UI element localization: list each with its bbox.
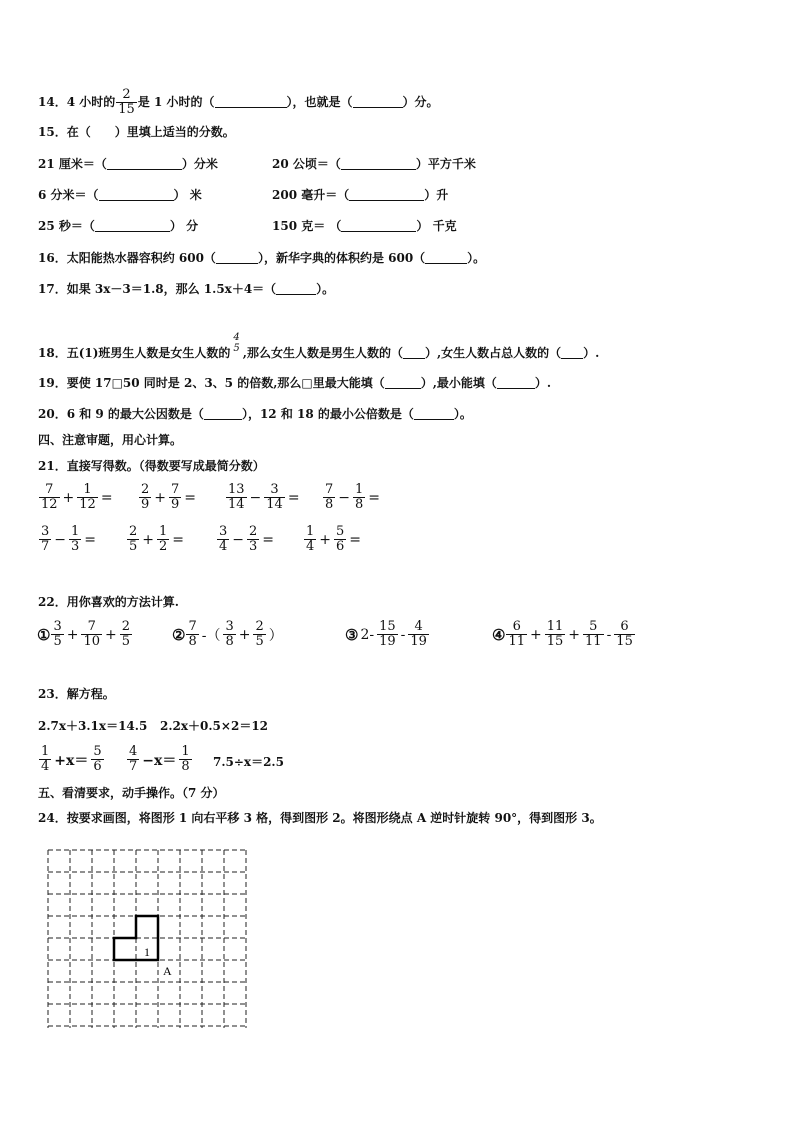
dashed-grid[interactable] xyxy=(45,848,251,1030)
q15-row3-b: 150 克＝ （ ） 千克 xyxy=(272,219,457,233)
figure-1-shape xyxy=(114,916,158,960)
section-5-heading: 五、看清要求，动手操作。（7 分） xyxy=(38,786,225,800)
answer-blank[interactable] xyxy=(276,281,316,295)
question-17: 17．如果 3x－3＝1.8，那么 1.5x＋4＝（ ）。 xyxy=(38,282,335,296)
q21-expr: $\frac{3}{4}$ − $\frac{2}{3}$ = xyxy=(219,524,275,554)
question-22-title: 22．用你喜欢的方法计算. xyxy=(38,595,179,609)
q22-item-3: ③ 2- $\frac{15}{19}$ - $\frac{4}{19}$ xyxy=(345,619,427,649)
q15-row2-b: 200 毫升＝（ ）升 xyxy=(272,188,449,202)
section-4-heading: 四、注意审题，用心计算。 xyxy=(38,433,183,447)
answer-blank[interactable] xyxy=(107,156,182,170)
answer-blank[interactable] xyxy=(215,94,287,108)
q21-expr: $\frac{3}{7}$ − $\frac{1}{3}$ = xyxy=(41,524,97,554)
answer-blank[interactable] xyxy=(341,218,416,232)
fraction: 4 5 xyxy=(233,332,240,354)
q21-expr: $\frac{7}{8}$ − $\frac{1}{8}$ = xyxy=(325,482,381,512)
q21-expr: $\frac{13}{14}$ − $\frac{3}{14}$ = xyxy=(228,482,300,512)
q15-row2-a: 6 分米＝（ ） 米 xyxy=(38,188,202,202)
q23-equation-2: 2.2x＋0.5×2＝12 xyxy=(160,719,269,733)
question-20: 20．6 和 9 的最大公因数是（ ），12 和 18 的最小公倍数是（ ）。 xyxy=(38,407,472,421)
q23-equation-3: $\frac{1}{4}$ +x＝ $\frac{5}{6}$ xyxy=(41,744,102,774)
q21-expr: $\frac{1}{4}$ + $\frac{5}{6}$ = xyxy=(306,524,362,554)
answer-blank[interactable] xyxy=(561,345,583,359)
question-15-title: 15．在（ ）里填上适当的分数。 xyxy=(38,125,235,139)
answer-blank[interactable] xyxy=(216,250,258,264)
question-14: 14．4 小时的 $\frac{2}{15}$ 是 1 小时的（ ），也就是（ ）分。 xyxy=(38,87,439,117)
q23-equation-5: 7.5÷x＝2.5 xyxy=(213,755,284,769)
question-21-title: 21．直接写得数。（得数要写成最简分数） xyxy=(38,459,265,473)
answer-blank[interactable] xyxy=(353,94,403,108)
answer-blank[interactable] xyxy=(403,345,425,359)
answer-blank[interactable] xyxy=(385,375,421,389)
q21-expr: $\frac{2}{9}$ + $\frac{7}{9}$ = xyxy=(141,482,197,512)
answer-blank[interactable] xyxy=(425,250,467,264)
answer-blank[interactable] xyxy=(204,406,242,420)
question-19: 19．要使 17□50 同时是 2、3、5 的倍数,那么□里最大能填（ ）,最小能填（ ）. xyxy=(38,376,552,390)
fraction: $\frac{2}{15}$ xyxy=(118,87,135,117)
answer-blank[interactable] xyxy=(95,218,170,232)
q22-item-2: ② $\frac{7}{8}$ -（ $\frac{3}{8}$ + $\frac{2}{5}$ ） xyxy=(172,619,283,649)
q21-expr: $\frac{2}{5}$ + $\frac{1}{2}$ = xyxy=(129,524,185,554)
figure-1-label: 1 xyxy=(144,945,150,959)
q15-row1-b: 20 公顷＝（ ）平方千米 xyxy=(272,157,476,171)
q22-item-4: ④ $\frac{6}{11}$ + $\frac{11}{15}$ + $\frac{5}{11}$ - $\frac{6}{15}$ xyxy=(492,619,633,649)
q23-equation-4: $\frac{4}{7}$ −x＝ $\frac{1}{8}$ xyxy=(129,744,190,774)
answer-blank[interactable] xyxy=(341,156,416,170)
point-a-label: A xyxy=(163,964,172,978)
question-16: 16．太阳能热水器容积约 600（ ），新华字典的体积约是 600（ ）。 xyxy=(38,251,486,265)
answer-blank[interactable] xyxy=(349,187,424,201)
q23-equation-1: 2.7x＋3.1x＝14.5 xyxy=(38,719,148,733)
question-18: 18．五(1)班男生人数是女生人数的 4 5 ,那么女生人数是男生人数的（ ）,女生人数占总人数的（ ）. xyxy=(38,332,600,360)
answer-blank[interactable] xyxy=(497,375,535,389)
question-24: 24．按要求画图，将图形 1 向右平移 3 格，得到图形 2。将图形绕点 A 逆时针旋转 90°，得到图形 3。 xyxy=(38,811,602,825)
q21-expr: $\frac{7}{12}$ + $\frac{1}{12}$ = xyxy=(41,482,113,512)
q22-item-1: ① $\frac{3}{5}$ + $\frac{7}{10}$ + $\frac{2}{5}$ xyxy=(37,619,131,649)
answer-blank[interactable] xyxy=(414,406,454,420)
q15-row1-a: 21 厘米＝（ ）分米 xyxy=(38,157,218,171)
q15-row3-a: 25 秒＝（ ） 分 xyxy=(38,219,199,233)
answer-blank[interactable] xyxy=(99,187,174,201)
question-23-title: 23．解方程。 xyxy=(38,687,115,701)
